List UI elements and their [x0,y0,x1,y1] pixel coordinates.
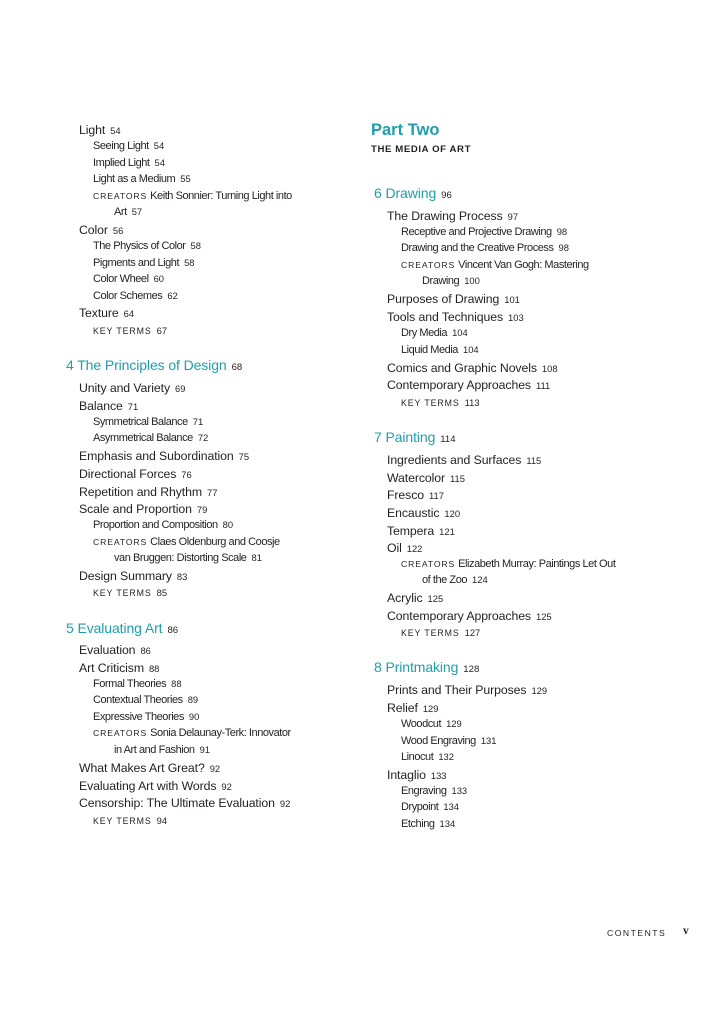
page-number: 54 [110,125,121,136]
toc-entry-watercolor[interactable]: Watercolor 115 [387,471,465,485]
toc-entry-key-terms[interactable]: KEY TERMS 113 [401,397,480,408]
toc-entry-asymmetrical-balance[interactable]: Asymmetrical Balance 72 [93,432,209,444]
toc-entry-light[interactable]: Light 54 [79,123,121,137]
toc-entry-creators-oldenburg-cont[interactable]: van Bruggen: Distorting Scale 81 [114,552,262,564]
toc-entry-creators-murray[interactable]: CREATORS Elizabeth Murray: Paintings Let Out [401,558,616,570]
toc-entry-scale-and-proportion[interactable]: Scale and Proportion 79 [79,502,208,516]
toc-entry-what-makes-art-great[interactable]: What Makes Art Great? 92 [79,761,221,775]
toc-entry-contextual-theories[interactable]: Contextual Theories 89 [93,694,199,706]
toc-entry-symmetrical-balance[interactable]: Symmetrical Balance 71 [93,416,204,428]
chapter-heading-7[interactable]: 7 Painting 114 [374,429,456,445]
toc-entry-creators-murray-cont[interactable]: of the Zoo 124 [422,574,488,586]
toc-entry-ingredients-surfaces[interactable]: Ingredients and Surfaces 115 [387,453,542,467]
toc-entry-creators-oldenburg[interactable]: CREATORS Claes Oldenburg and Coosje [93,536,280,548]
toc-entry-linocut[interactable]: Linocut 132 [401,751,454,763]
toc-entry-creators-van-gogh-cont[interactable]: Drawing 100 [422,275,480,287]
chapter-heading-4[interactable]: 4 The Principles of Design 68 [66,357,243,373]
toc-entry-expressive-theories[interactable]: Expressive Theories 90 [93,711,200,723]
toc-entry-fresco[interactable]: Fresco 117 [387,488,444,502]
toc-entry-texture[interactable]: Texture 64 [79,306,135,320]
running-footer-label: CONTENTS [607,928,667,938]
part-title: Part Two [371,121,440,139]
toc-entry-creative-process[interactable]: Drawing and the Creative Process 98 [401,242,569,254]
toc-entry-seeing-light[interactable]: Seeing Light 54 [93,140,165,152]
toc-entry-repetition-and-rhythm[interactable]: Repetition and Rhythm 77 [79,485,218,499]
toc-entry-dry-media[interactable]: Dry Media 104 [401,327,468,339]
toc-entry-encaustic[interactable]: Encaustic 120 [387,506,461,520]
creators-label: CREATORS [93,728,148,738]
toc-entry-directional-forces[interactable]: Directional Forces 76 [79,467,192,481]
chapter-heading-5[interactable]: 5 Evaluating Art 86 [66,620,179,636]
toc-entry-prints-purposes[interactable]: Prints and Their Purposes 129 [387,683,548,697]
toc-entry-creators-sonnier-cont[interactable]: Art 57 [114,206,143,218]
toc-entry-creators-delaunay[interactable]: CREATORS Sonia Delaunay-Terk: Innovator [93,727,291,739]
toc-entry-proportion-and-composition[interactable]: Proportion and Composition 80 [93,519,234,531]
toc-entry-creators-van-gogh[interactable]: CREATORS Vincent Van Gogh: Mastering [401,259,589,271]
toc-entry-creators-sonnier[interactable]: CREATORS Keith Sonnier: Turning Light into [93,190,292,202]
toc-entry-oil[interactable]: Oil 122 [387,541,423,555]
part-subtitle: THE MEDIA OF ART [371,144,472,155]
toc-entry-comics-graphic-novels[interactable]: Comics and Graphic Novels 108 [387,361,558,375]
toc-entry-liquid-media[interactable]: Liquid Media 104 [401,344,479,356]
toc-entry-woodcut[interactable]: Woodcut 129 [401,718,462,730]
toc-entry-contemporary-approaches[interactable]: Contemporary Approaches 125 [387,609,552,623]
toc-entry-drawing-process[interactable]: The Drawing Process 97 [387,209,519,223]
creators-label: CREATORS [401,559,456,569]
toc-entry-evaluating-art-with-words[interactable]: Evaluating Art with Words 92 [79,779,232,793]
toc-entry-purposes-of-drawing[interactable]: Purposes of Drawing 101 [387,292,520,306]
page-number: v [683,925,689,937]
toc-entry-formal-theories[interactable]: Formal Theories 88 [93,678,182,690]
toc-entry-design-summary[interactable]: Design Summary 83 [79,569,188,583]
toc-entry-light-as-medium[interactable]: Light as a Medium 55 [93,173,191,185]
toc-entry-key-terms[interactable]: KEY TERMS 67 [93,325,168,336]
toc-entry-pigments-and-light[interactable]: Pigments and Light 58 [93,257,195,269]
toc-entry-intaglio[interactable]: Intaglio 133 [387,768,447,782]
toc-entry-receptive-projective[interactable]: Receptive and Projective Drawing 98 [401,226,568,238]
toc-entry-emphasis[interactable]: Emphasis and Subordination 75 [79,449,250,463]
toc-entry-physics-of-color[interactable]: The Physics of Color 58 [93,240,201,252]
toc-entry-implied-light[interactable]: Implied Light 54 [93,157,165,169]
toc-entry-censorship[interactable]: Censorship: The Ultimate Evaluation 92 [79,796,291,810]
toc-entry-color-wheel[interactable]: Color Wheel 60 [93,273,165,285]
chapter-heading-8[interactable]: 8 Printmaking 128 [374,659,480,675]
toc-entry-key-terms[interactable]: KEY TERMS 127 [401,627,481,638]
toc-entry-tools-and-techniques[interactable]: Tools and Techniques 103 [387,310,524,324]
toc-entry-evaluation[interactable]: Evaluation 86 [79,643,151,657]
toc-entry-relief[interactable]: Relief 129 [387,701,439,715]
creators-label: CREATORS [401,260,456,270]
toc-entry-etching[interactable]: Etching 134 [401,818,456,830]
toc-entry-key-terms[interactable]: KEY TERMS 85 [93,587,168,598]
toc-entry-acrylic[interactable]: Acrylic 125 [387,591,444,605]
creators-label: CREATORS [93,191,148,201]
creators-label: CREATORS [93,537,148,547]
toc-entry-balance[interactable]: Balance 71 [79,399,139,413]
chapter-heading-6[interactable]: 6 Drawing 96 [374,185,452,201]
toc-entry-engraving[interactable]: Engraving 133 [401,785,468,797]
toc-entry-drypoint[interactable]: Drypoint 134 [401,801,460,813]
toc-entry-key-terms[interactable]: KEY TERMS 94 [93,815,168,826]
toc-entry-art-criticism[interactable]: Art Criticism 88 [79,661,160,675]
toc-entry-contemporary-approaches[interactable]: Contemporary Approaches 111 [387,378,551,392]
toc-entry-color[interactable]: Color 56 [79,223,124,237]
toc-entry-tempera[interactable]: Tempera 121 [387,524,455,538]
toc-entry-creators-delaunay-cont[interactable]: in Art and Fashion 91 [114,744,211,756]
toc-entry-color-schemes[interactable]: Color Schemes 62 [93,290,178,302]
toc-entry-wood-engraving[interactable]: Wood Engraving 131 [401,735,497,747]
toc-entry-unity-and-variety[interactable]: Unity and Variety 69 [79,381,186,395]
